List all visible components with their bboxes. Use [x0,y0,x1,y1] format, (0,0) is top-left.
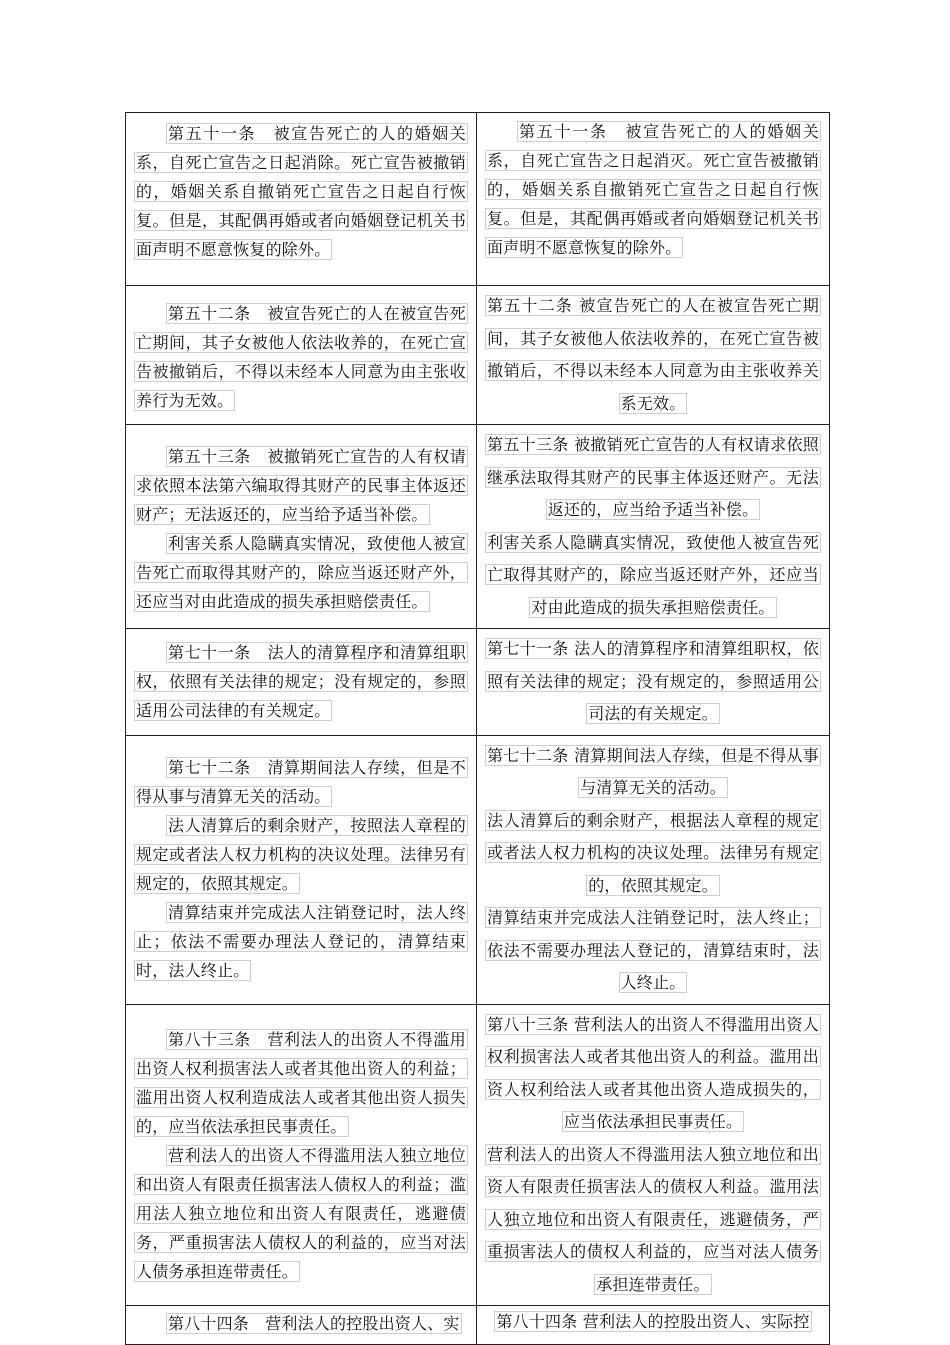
article-paragraph: 利害关系人隐瞒真实情况，致使他人被宣告死亡取得其财产的，除应当返还财产外，还应当对由此造成的损失承担赔偿责任。 [487,532,819,617]
article-paragraph: 第七十二条 清算期间法人存续，但是不得从事与清算无关的活动。 [487,745,819,797]
table-row [126,629,830,736]
article-paragraph: 第八十四条 营利法人的控股出资人、实 [168,1314,460,1333]
article-paragraph: 利害关系人隐瞒真实情况，致使他人被宣告死亡而取得其财产的，除应当返还财产外，还应当对由此造成的损失承担赔偿责任。 [136,534,466,611]
article-paragraph: 第五十一条 被宣告死亡的人的婚姻关系，自死亡宣告之日起消除。死亡宣告被撤销的，婚姻关系自撤销死亡宣告之日起自行恢复。但是，其配偶再婚或者向婚姻登记机关书面声明不愿意恢复的除外。 [136,124,466,259]
old-text-cell [126,286,477,425]
article-paragraph: 法人清算后的剩余财产，根据法人章程的规定或者法人权力机构的决议处理。法律另有规定的，依照其规定。 [487,810,819,895]
table-row [126,286,830,425]
new-text-cell [477,1306,830,1345]
table-row [126,113,830,286]
comparison-table [125,112,830,1345]
new-text-cell [477,113,830,286]
article-paragraph: 第七十一条 法人的清算程序和清算组职权，依照有关法律的规定；没有规定的，参照适用公司法的有关规定。 [487,639,819,723]
old-text-cell [126,1306,477,1345]
old-text-cell [126,425,477,629]
new-text-cell [477,425,830,629]
new-text-cell [477,286,830,425]
table-row [126,1004,830,1306]
old-text-cell [126,1004,477,1306]
table-row [126,735,830,1004]
article-paragraph: 第七十二条 清算期间法人存续，但是不得从事与清算无关的活动。 [136,757,466,806]
article-paragraph: 第五十二条 被宣告死亡的人在被宣告死亡期间，其子女被他人依法收养的，在死亡宣告被撤销后，不得以未经本人同意为由主张收养行为无效。 [136,304,466,410]
article-paragraph: 法人清算后的剩余财产，按照法人章程的规定或者法人权力机构的决议处理。法律另有规定的，依照其规定。 [136,815,466,893]
old-text-cell [126,629,477,736]
article-paragraph: 第八十三条 营利法人的出资人不得滥用出资人权利损害法人或者其他出资人的利益；滥用出资人权利造成法人或者其他出资人损失的，应当依法承担民事责任。 [136,1029,466,1136]
article-paragraph: 清算结束并完成法人注销登记时，法人终止；依法不需要办理法人登记的，清算结束时，法人终止。 [487,908,819,992]
comparison-table-body [126,113,830,1345]
new-text-cell [477,629,830,736]
article-paragraph: 营利法人的出资人不得滥用法人独立地位和出资人有限责任损害法人债权人的利益；滥用法人独立地位和出资人有限责任，逃避债务，严重损害法人债权人的利益的，应当对法人债务承担连带责任。 [136,1145,466,1281]
article-paragraph: 第五十三条 被撤销死亡宣告的人有权请求依照本法第六编取得其财产的民事主体返还财产；无法返还的，应当给予适当补偿。 [136,447,466,524]
table-row [126,425,830,629]
article-paragraph: 第八十四条 营利法人的控股出资人、实际控 [496,1312,810,1331]
old-text-cell [126,735,477,1004]
old-text-cell [126,113,477,286]
table-row [126,1306,830,1345]
article-paragraph: 第七十一条 法人的清算程序和清算组职权，依照有关法律的规定；没有规定的，参照适用公司法律的有关规定。 [136,643,466,720]
article-paragraph: 第五十二条 被宣告死亡的人在被宣告死亡期间，其子女被他人依法收养的，在死亡宣告被撤销后，不得以未经本人同意为由主张收养关系无效。 [487,296,819,413]
article-paragraph: 第八十三条 营利法人的出资人不得滥用出资人权利损害法人或者其他出资人的利益。滥用出资人权利给法人或者其他出资人造成损失的，应当依法承担民事责任。 [487,1014,819,1131]
new-text-cell [477,735,830,1004]
article-paragraph: 第五十一条 被宣告死亡的人的婚姻关系，自死亡宣告之日起消灭。死亡宣告被撤销的，婚姻关系自撤销死亡宣告之日起自行恢复。但是，其配偶再婚或者向婚姻登记机关书面声明不愿意恢复的除外。 [487,122,819,257]
new-text-cell [477,1004,830,1306]
article-paragraph: 营利法人的出资人不得滥用法人独立地位和出资人有限责任损害法人的债权人利益。滥用法人独立地位和出资人有限责任，逃避债务，严重损害法人的债权人利益的，应当对法人债务承担连带责任。 [487,1144,819,1294]
article-paragraph: 清算结束并完成法人注销登记时，法人终止；依法不需要办理法人登记的，清算结束时，法人终止。 [136,902,466,980]
article-paragraph: 第五十三条 被撤销死亡宣告的人有权请求依照继承法取得其财产的民事主体返还财产。无法返还的，应当给予适当补偿。 [487,435,819,519]
